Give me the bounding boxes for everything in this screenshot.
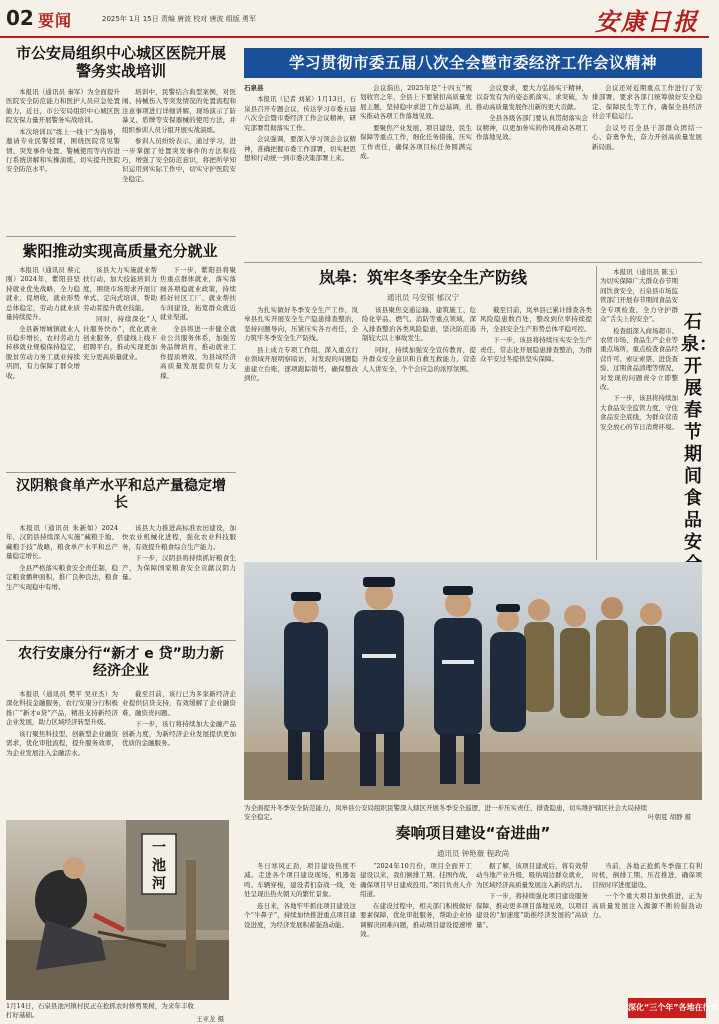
headline-abc-loan: 农行安康分行“新才 e 贷”助力新经济企业 bbox=[18, 646, 224, 679]
divider-vertical bbox=[596, 266, 597, 560]
headline-langao-safety: 岚皋：筑牢冬季安全生产防线 bbox=[318, 268, 527, 287]
paragraph: 会议强调，要深入学习领会会议精神，准确把握市委工作部署，切实把思想和行动统一到市委决策部署上来。 bbox=[244, 135, 356, 162]
paragraph: 一个个重大项目加快推进，正为高质量发展注入源源不断的强劲动力。 bbox=[592, 892, 702, 920]
paragraph: 为扎实做好冬季安全生产工作，岚皋县扎实开展安全生产隐患排查整治，坚持问题导向，压紧压实各方责任，全力筑牢冬季安全生产防线。 bbox=[244, 306, 358, 343]
page-number: 02 bbox=[6, 6, 34, 30]
paragraph: 全县严格落实粮食安全责任制，稳定粮食播种面积，推广良种良法，粮食生产实现稳中有增。 bbox=[6, 563, 118, 591]
paragraph: 下一步，将持续强化项目建设服务保障，推动更多项目落地见效，以项目建设的“加速度”助推经济发展的“高质量”。 bbox=[476, 892, 588, 929]
headline-police-training: 市公安局组织中心城区医院开展警务实战培训 bbox=[15, 44, 226, 80]
photo-pruning-illustration bbox=[6, 820, 229, 1000]
paragraph: 下一步，该县将持续压实安全生产责任，常态化开展隐患排查整治，为群众平安过冬提供坚实保障。 bbox=[480, 336, 592, 364]
paragraph: 县上成立专项工作组，深入重点行业领域开展明察暗访，对发现的问题隐患建立台账，逐项跟踪销号，确保整改到位。 bbox=[244, 345, 358, 382]
paragraph: 会议还对近期重点工作进行了安排部署，要求各部门统筹做好安全稳定、保障民生等工作，确保全县经济社会平稳运行。 bbox=[592, 84, 702, 121]
paragraph: 截至目前，该行已为多家新经济企业提供信贷支持，有效缓解了企业融资难、融资贵问题。 bbox=[122, 690, 236, 717]
body-police-training-col1 bbox=[6, 88, 120, 233]
paper-logo: 安康日报 bbox=[595, 7, 699, 36]
headline-project-construction: 奏响项目建设“奋进曲” bbox=[395, 824, 551, 842]
paragraph: 参训人员纷纷表示，通过学习，进一步掌握了处置突发事件的方法和技巧，增强了安全防范意识，将把所学知识运用到实际工作中，切实守护医院安全稳定。 bbox=[122, 137, 236, 183]
paragraph: 在建设过程中，相关部门积极做好要素保障，优化审批服务，帮助企业协调解决困难问题，推动项目建设提速增效。 bbox=[360, 901, 472, 938]
body-project-col4 bbox=[592, 862, 702, 994]
body-police-training-col2 bbox=[122, 88, 236, 233]
divider bbox=[6, 640, 236, 641]
paragraph: 该县大力实施就业帮扶行动，加大技能培训力度，围绕市场需求开展订单式、定向式培训，帮助劳动者提升就业技能。 bbox=[83, 266, 157, 312]
divider bbox=[6, 236, 236, 237]
paragraph: 据了解，该项目建成后，将有效带动当地产业升级，吸纳周边群众就业，为区域经济高质量发展注入新的活力。 bbox=[476, 862, 588, 889]
body-meeting-col3 bbox=[476, 84, 588, 264]
paragraph: 会议要求，要大力弘扬实干精神，以奋发有为的姿态抓落实、求突破，为推动高质量发展作出新的更大贡献。 bbox=[476, 84, 588, 111]
paragraph: 全县各级各部门要认真贯彻落实会议精神，以更加务实的作风推动各项工作落地见效。 bbox=[476, 114, 588, 142]
body-project-col2 bbox=[360, 862, 472, 1018]
paragraph: 下一步，该县将持续加大食品安全监管力度，守住食品安全底线，为群众营造安全放心的节日消费环境。 bbox=[600, 394, 678, 431]
paragraph: 本报讯（通讯员 朱新如）2024年，汉阴县持续深入实施“藏粮于地、藏粮于技”战略，粮食单产水平和总产量稳定增长。 bbox=[6, 524, 118, 561]
photographer-police: 叶朝夏 胡静 摄 bbox=[648, 813, 692, 821]
body-meeting-col1 bbox=[244, 84, 356, 264]
photographer-pruning: 王亚龙 摄 bbox=[196, 1015, 225, 1023]
paragraph: 下一步，该行将持续加大金融产品创新力度，为新经济企业发展提供更加优质的金融服务。 bbox=[122, 720, 236, 748]
paragraph: 检查组深入商场超市、农贸市场、食品生产企业等重点场所，重点检查食品经营许可、索证索票、进货查验、过期食品清理等情况，对发现的问题责令立即整改。 bbox=[600, 326, 678, 392]
caption-pruning: 1月14日，石泉县池河镇村民正在抢抓农时修剪果树，为来年丰收打好基础。 bbox=[6, 1002, 194, 1020]
sign-char-3: 河 bbox=[152, 876, 166, 892]
section-name: 要闻 bbox=[38, 11, 73, 30]
body-abc-col2 bbox=[122, 690, 236, 814]
body-langao-col1 bbox=[244, 306, 358, 556]
paragraph: 该县大力推进高标准农田建设，加快农业机械化进程，强化农业科技服务，有效提升粮食综合生产能力。 bbox=[122, 524, 236, 551]
headline-shiquan-food-safety: 石泉：开展春节期间食品安 bbox=[681, 312, 717, 553]
banner-title: 学习贯彻市委五届八次全会暨市委经济工作会议精神 bbox=[244, 48, 702, 78]
paragraph: 连日来，各地牢牢抓住项目建设这个“牛鼻子”，持续加快推进重点项目建设进度，为经济发展积蓄强劲动能。 bbox=[244, 901, 356, 929]
paragraph: 会议号召全县干部群众团结一心、奋勇争先，奋力开创高质量发展新局面。 bbox=[592, 123, 702, 151]
paragraph: 本报讯（通讯员 陈玉）为切实保障广大群众春节期间饮食安全，石泉县市场监管部门开展春节期间食品安全专项检查，全力守护群众“舌尖上的安全”。 bbox=[600, 268, 678, 324]
paragraph: 同时，持续深化“人社服务快办”，优化就业创业服务，搭建线上线下招聘平台，推动实现更加充分更高质量就业。 bbox=[83, 315, 157, 361]
paragraph: 下一步，紫阳县将聚焦重点群体就业，落实落细各项稳就业政策，持续抓好社区工厂、就业帮扶车间建设，拓宽群众就近就业渠道。 bbox=[160, 266, 236, 322]
paragraph: 本报讯（记者 刘某）1月13日，石泉县召开专题会议，传达学习市委五届八次全会暨市委经济工作会议精神，研究部署贯彻落实工作。 bbox=[244, 95, 356, 132]
paragraph: 同时，持续加强安全宣传教育，提升群众安全意识和自救互救能力，营造人人讲安全、个个会应急的浓厚氛围。 bbox=[362, 345, 476, 373]
paragraph: 下一步，汉阴县将持续抓好粮食生产，为保障国家粮食安全贡献汉阴力量。 bbox=[122, 554, 236, 582]
sign-char-1: 一 bbox=[152, 840, 166, 856]
body-langao-col3 bbox=[480, 306, 592, 556]
paragraph-author: 石泉县 bbox=[244, 84, 264, 92]
body-project-col1 bbox=[244, 862, 356, 1018]
paragraph: 本次培训以“练上一线干”为指导，邀请专业民警授课，围绕医院常见警情、突发事件处置、警械使用等内容进行系统讲解和实操演练，切实提升医院安全防范水平。 bbox=[6, 127, 120, 174]
body-meeting-col2 bbox=[360, 84, 472, 264]
body-ziyang-col2 bbox=[83, 266, 157, 466]
column-ribbon: 深化“三个年”各地在行动 bbox=[628, 998, 706, 1018]
divider bbox=[244, 262, 702, 263]
paragraph: 冬日寒风正劲，项目建设热度不减。走进各个项目建设现场，机器轰鸣、车辆穿梭，建设者们奋战一线，处处呈现出热火朝天的繁忙景象。 bbox=[244, 862, 356, 899]
body-hanyin-col2 bbox=[122, 524, 236, 636]
paragraph: 当前，各地正抢抓冬季施工有利时机，倒排工期、压茬推进，确保项目按时序进度建设。 bbox=[592, 862, 702, 889]
body-meeting-col4 bbox=[592, 84, 702, 264]
caption-police-patrol: 为全面提升冬季安全防范能力，岚皋县公安局组织民警深入辖区开展冬季安全巡逻，进一步压实责任、排查隐患，切实维护辖区社会大局持续安全稳定。 bbox=[244, 804, 647, 822]
masthead bbox=[0, 0, 709, 38]
paragraph: 本报讯（通讯员 蔡元刚）2024年，紫阳县坚持就业优先战略，全力稳就业、促增收，就业形势总体稳定，劳动力就业质量持续提升。 bbox=[6, 266, 80, 322]
paragraph: 会议指出，2025年是“十四五”规划收官之年，全县上下要紧扣高质量发展主题，坚持稳中求进工作总基调，扎实推动各项工作落地见效。 bbox=[360, 84, 472, 121]
paragraph: 本报讯（通讯员 樊平 吴亚杰）为深化科技金融服务，农行安康分行积极推广“新才e贷”产品，精准支持新经济企业发展，助力区域经济转型升级。 bbox=[6, 690, 118, 727]
divider bbox=[6, 472, 236, 473]
paragraph: 该县聚焦交通运输、建筑施工、危险化学品、燃气、消防等重点领域，深入排查整治各类风险隐患，坚决防范遏制较大以上事故发生。 bbox=[362, 306, 476, 343]
paragraph: 该行聚焦科技型、创新型企业融资需求，优化审批流程，提升服务效率，为企业发展注入金融活水。 bbox=[6, 729, 118, 757]
body-ziyang-col1 bbox=[6, 266, 80, 466]
paragraph: 全县将进一步健全就业公共服务体系，加强劳务品牌培育，推动就业工作提质增效，为县域经济高质量发展提供有力支撑。 bbox=[160, 324, 236, 380]
body-abc-col1 bbox=[6, 690, 118, 814]
headline-hanyin-grain: 汉阴粮食单产水平和总产量稳定增长 bbox=[16, 478, 226, 511]
body-langao-col2 bbox=[362, 306, 476, 556]
headline-ziyang-employment: 紫阳推动实现高质量充分就业 bbox=[22, 242, 218, 260]
paragraph: “2024年10月份，项目全面开工建设以来，我们倒排工期、挂图作战，确保项目早日建成投用。”项目负责人介绍道。 bbox=[360, 862, 472, 899]
paragraph: 全县新增城镇就业人员稳步增长，农村劳动力转移就业规模保持稳定，脱贫劳动力务工就业持续巩固，有力保障了群众增收。 bbox=[6, 324, 80, 380]
photo-police-patrol bbox=[244, 562, 702, 800]
photo-pruning bbox=[6, 820, 229, 1000]
paragraph: 截至目前，岚皋县已累计排查各类风险隐患数百处，整改到位率持续提升，全县安全生产形势总体平稳可控。 bbox=[480, 306, 592, 333]
sign-char-2: 池 bbox=[152, 858, 166, 874]
byline-langao: 通讯员 马安银 郁汉宁 bbox=[386, 293, 460, 302]
paragraph: 培训中，民警结合典型案例，对医闹、持械伤人等突发情况的处置流程和注意事项进行详细讲解，现场演示了防暴叉、盾牌等安保器械的使用方法，并组织参训人员分组开展实战演练。 bbox=[122, 88, 236, 134]
date-line: 2025年 1月 15日 责编 唐波 校对 唐波 组版 勇军 bbox=[102, 15, 256, 23]
body-ziyang-col3 bbox=[160, 266, 236, 466]
paragraph: 本报讯（通讯员 秦军）为全面提升医院安全防范能力和医护人员应急处置能力，近日，市公安局组织中心城区医院安保力量开展警务实战培训。 bbox=[6, 88, 120, 125]
paragraph: 要聚焦产业发展、项目建设、民生保障等重点工作，细化任务措施，压实工作责任，确保各项目标任务圆满完成。 bbox=[360, 123, 472, 160]
photo-police-illustration bbox=[244, 562, 702, 800]
byline-project: 通讯员 钟艳薇 程政尚 bbox=[436, 849, 510, 858]
body-project-col3 bbox=[476, 862, 588, 1018]
body-shiquan bbox=[600, 268, 678, 558]
body-hanyin-col1 bbox=[6, 524, 118, 636]
